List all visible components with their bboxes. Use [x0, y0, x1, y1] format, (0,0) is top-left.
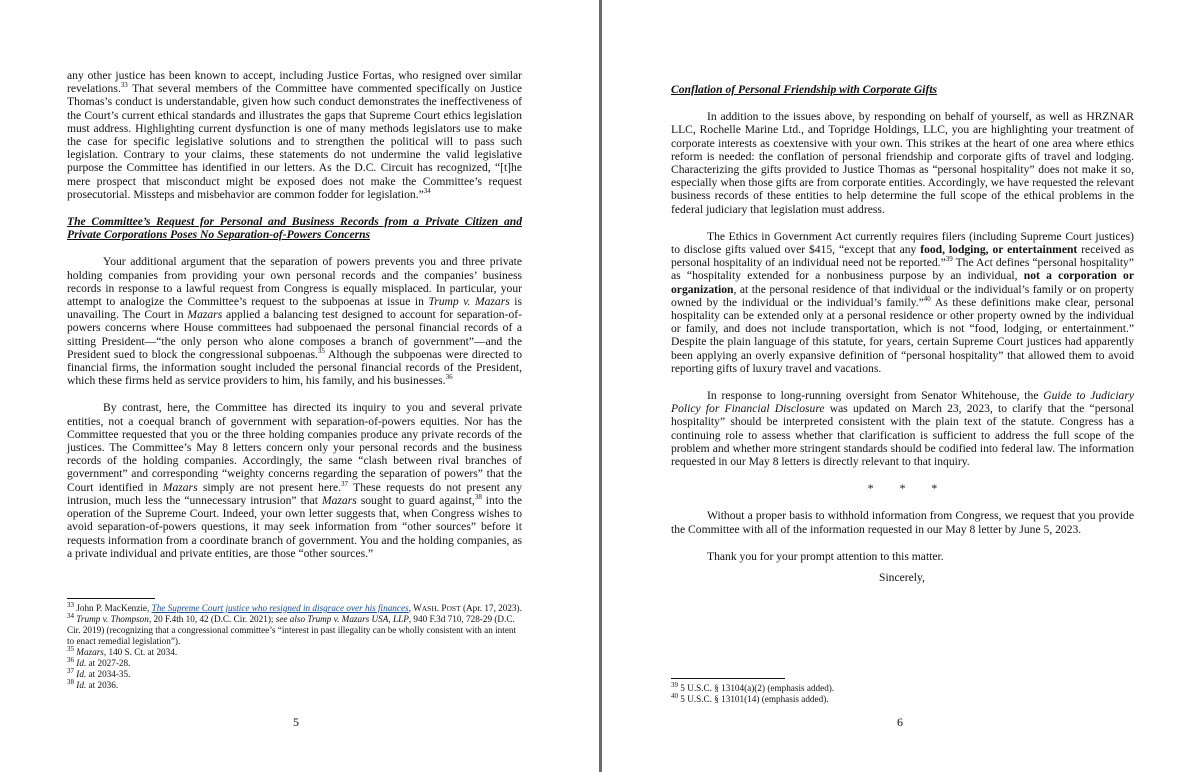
footnotes [67, 600, 522, 691]
footnote-ref-36[interactable]: 36 [445, 373, 453, 382]
document-page-6 [602, 0, 1200, 772]
footnote-ref-34[interactable]: 34 [423, 186, 431, 195]
footnote-40: $^{40}$ 5 U.S.C. § 13101(14) (emphasis added). [671, 691, 829, 704]
footnote-ref-37[interactable]: 37 [341, 479, 349, 488]
footnote-ref-40[interactable]: 40 [923, 294, 931, 303]
footnote-37: $^{37}$ Id. at 2034-35. [67, 666, 131, 679]
footnote-ref-38[interactable]: 38 [474, 493, 482, 502]
footnote-separator [671, 678, 785, 679]
closing-sincerely: Sincerely, [879, 571, 925, 585]
paragraph-by-contrast: By contrast, here, the Committee has directed its inquiry to you and several private entities, not a coequal branch of government with separation-of-powers equities. Nor has the Committee requested that you or the three holding companies produce any private records of the justices. The Committee’s May 8 letters concern only your personal records and the business records of the holding companies. Accordingly, the same “clash between rival branches of government” and corresponding “weighty concerns regarding the separation of powers” that the Court identified in Mazars simply are not present here.$^{37}$ These requests do not present any intrusion, much less the “unnecessary intrusion” that Mazars sought to guard against,$^{38}$ into the operation of the Supreme Court. Indeed, your own letter suggests that, when Congress wishes to avoid separation-of-powers questions, it may seek information from “other sources” before it requests information from a coordinate branch of government. You and the holding companies, as a private individual and private entities, are those “other sources.” [67, 401, 523, 560]
footnote-link[interactable]: The Supreme Court justice who resigned in disgrace over his finances [151, 603, 409, 613]
footnote-33: $^{33}$ John P. MacKenzie, The Supreme Court justice who resigned in disgrace over his finances, WASH. POST (Apr. 17, 2023). [67, 600, 522, 613]
body-text [67, 69, 522, 560]
footnote-separator [67, 598, 155, 599]
paragraph-separation-of-powers: Your additional argument that the separation of powers prevents you and three private holding companies from providing your own personal records and the companies’ business records in response to a lawful request from Congress is equally misplaced. In particular, your attempt to analogize the Committee’s request to the subpoenas at issue in Trump v. Mazars is unavailing. The Court in Mazars applied a balancing test designed to account for separation-of-powers concerns where House committees had subpoenaed the personal financial records of a sitting President—“the only person who alone composes a branch of government”—and the President sued to block the congressional subpoenas.$^{35}$ Although the subpoenas were directed to financial firms, the information sought included the personal financial records of the President, which these firms held as service providers to him, his family, and his businesses.$^{36}$ [67, 255, 523, 388]
paragraph-request: Without a proper basis to withhold information from Congress, we request that you provide the Committee with all of the information requested in our May 8 letter by June 5, 2023. [671, 509, 1134, 536]
paragraph-oversight: In response to long-running oversight from Senator Whitehouse, the Guide to Judiciary Policy for Financial Disclosure was updated on March 23, 2023, to clarify that the “personal hospitality” should be interpreted consistent with the plain text of the statute. Congress has a continuing role to assess whether that clarification is sufficient to address the full scope of the problem and whether more stringent standards should be codified into federal law. The information requested in our May 8 letters is directly relevant to that inquiry. [671, 389, 1134, 469]
footnote-ref-33[interactable]: 33 [120, 81, 128, 90]
body-text [671, 83, 1134, 584]
footnotes [671, 680, 1134, 705]
page-number: 5 [293, 715, 299, 729]
paragraph-continuation: any other justice has been known to accept, including Justice Fortas, who resigned over similar revelations.$^{33}$ That several members of the Committee have commented specifically on Justice Thomas’s conduct is understandable, given how such conduct demonstrates the ineffectiveness of the Court’s current ethical standards and illustrates the gaps that Supreme Court ethics legislation must address. Highlighting current dysfunction is one of many methods legislators use to make the case for specific legislative solutions and to strengthen the political will to pass such legislation. Contrary to your claims, these statements do not undermine the valid legislative purpose the Committee has identified in our letters. As the D.C. Circuit has recognized, “[t]he mere prospect that misconduct might be exposed does not make the Committee’s request prosecutorial. Missteps and misbehavior are common fodder for legislation.”$^{34}$ [67, 69, 522, 201]
section-heading: Conflation of Personal Friendship with Corporate Gifts [671, 83, 938, 96]
footnote-38: $^{38}$ Id. at 2036. [67, 677, 119, 690]
paragraph-thanks: Thank you for your prompt attention to this matter. [707, 549, 944, 563]
footnote-39: $^{39}$ 5 U.S.C. § 13104(a)(2) (emphasis added). [671, 680, 835, 693]
paragraph-corporate-interests: In addition to the issues above, by responding on behalf of yourself, as well as HRZNAR LLC, Rochelle Marine Ltd., and Topridge Holdings, LLC, you are highlighting your treatment of corporate interests as coextensive with your own. This strikes at the heart of one area where ethics reform is needed: the conflation of personal friendship and corporate gifts of travel and lodging. Characterizing the gifts provided to Justice Thomas as “personal hospitality” does not make it so, especially when those gifts are from corporate entities. Accordingly, we have requested the relevant business records of these entities to help determine the full scope of the ethical problems in the federal judiciary that legislation must address. [671, 110, 1134, 216]
section-break-stars: * * * [867, 482, 938, 496]
document-page-5 [0, 0, 599, 772]
paragraph-ethics-act: The Ethics in Government Act currently requires filers (including Supreme Court justices) to disclose gifts valued over $415, “except that any food, lodging, or entertainment received as personal hospitality of an individual need not be reported.”$^{39}$ The Act defines “personal hospitality” as “hospitality extended for a nonbusiness purpose by an individual, not a corporation or organization, at the personal residence of that individual or the individual’s family or on property owned by the individual or the individual’s family.”$^{40}$ As these definitions make clear, personal hospitality can be extended only at a personal residence or other property owned by the individual or family, and does not include transportation, which is not “food, lodging, or entertainment.” Despite the plain language of this statute, for years, certain Supreme Court justices had apparently been applying an overly expansive definition of “personal hospitality” that allowed them to avoid reporting gifts of luxury travel and vacations. [671, 229, 1135, 375]
footnote-35: $^{35}$ Mazars, 140 S. Ct. at 2034. [67, 644, 178, 657]
section-heading: The Committee’s Request for Personal and Business Records from a Private Citizen and Private Corporations Poses No Separation-of-Powers Concerns [67, 215, 522, 242]
footnote-ref-35[interactable]: 35 [317, 347, 325, 355]
footnote-36: $^{36}$ Id. at 2027-28. [67, 655, 131, 668]
footnote-ref-39[interactable]: 39 [945, 255, 953, 264]
footnote-34: $^{34}$ Trump v. Thompson, 20 F.4th 10, 42 (D.C. Cir. 2021); see also Trump v. Mazars USA, LLP, 940 F.3d 710, 728-29 (D.C. Cir. 2019) (recognizing that a congressional committee’s “interest in past illegality can be wholly consistent with an intent to enact remedial legislation”). [67, 611, 517, 646]
page-number: 6 [897, 715, 903, 729]
